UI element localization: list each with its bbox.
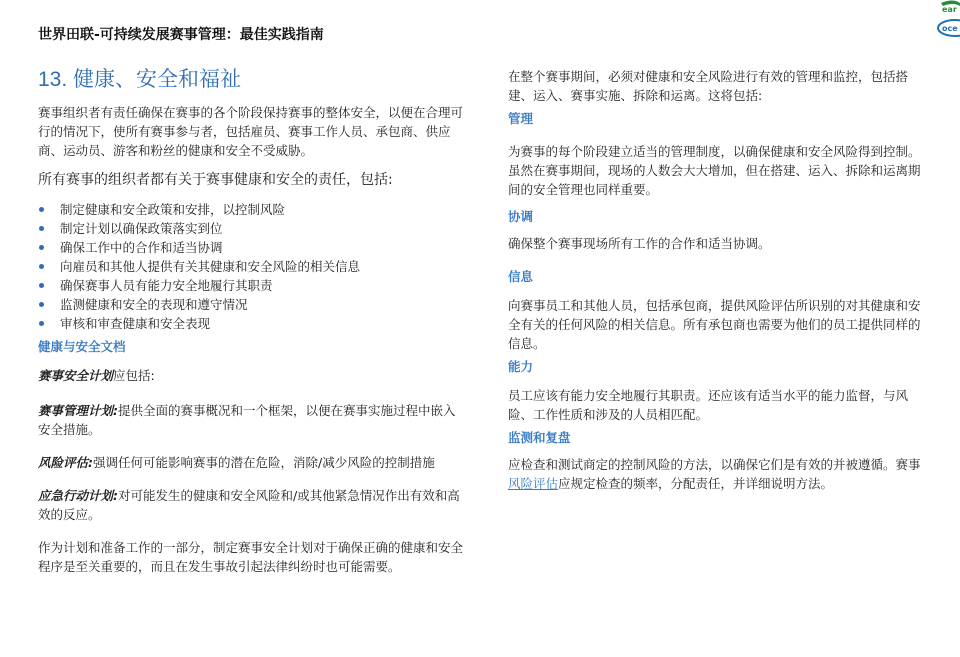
bullet-icon [39, 245, 44, 250]
list-item-text: 向雇员和其他人提供有关其健康和安全风险的相关信息 [60, 259, 361, 274]
term-event-safety-plan: 赛事安全计划 [38, 368, 114, 383]
event-management-plan-paragraph [38, 401, 463, 439]
document-title: 世界田联-可持续发展赛事管理：最佳实践指南 [38, 27, 324, 43]
subheading-coordination: 协调 [508, 209, 534, 224]
logo-text-top: ear [942, 5, 957, 14]
competence-paragraph: 员工应该有能力安全地履行其职责。还应该有适当水平的能力监督，与风险、工作性质和涉及的人员相匹配。 [508, 388, 909, 422]
docs-subheading: 健康与安全文档 [38, 339, 126, 354]
information-paragraph: 向赛事员工和其他人员，包括承包商，提供风险评估所识别的对其健康和安全有关的任何风险的相关信息。所有承包商也需要为他们的员工提供同样的信息。 [508, 298, 921, 351]
logo-text-bottom: oce [942, 24, 958, 33]
subheading-management: 管理 [508, 111, 534, 126]
term-risk-assessment: 风险评估: [38, 455, 93, 470]
bullet-icon [39, 226, 44, 231]
subheading-competence: 能力 [508, 359, 534, 374]
term-event-management-plan: 赛事管理计划: [38, 403, 118, 418]
risk-assessment-paragraph [38, 453, 463, 472]
monitoring-text-1: 应检查和测试商定的控制风险的方法，以确保它们是有效的并被遵循。赛事 [508, 457, 921, 472]
list-item [38, 200, 463, 219]
event-safety-plan-line [38, 366, 463, 385]
right-column [508, 67, 928, 493]
bullet-icon [39, 302, 44, 307]
subheading-monitoring: 监测和复盘 [508, 430, 571, 445]
section-heading: 13. 健康、安全和福祉 [38, 68, 242, 91]
list-item [38, 276, 463, 295]
list-item [38, 314, 463, 333]
brand-logo [933, 0, 960, 40]
responsibilities-list [38, 200, 463, 333]
list-item-text: 制定健康和安全政策和安排，以控制风险 [60, 202, 286, 217]
bullet-icon [39, 207, 44, 212]
event-safety-plan-rest: 应包括: [113, 368, 155, 383]
risk-assessment-link[interactable]: 风险评估 [508, 476, 559, 491]
list-item [38, 257, 463, 276]
intro-paragraph: 赛事组织者有责任确保在赛事的各个阶段保持赛事的整体安全，以便在合理可行的情况下，使所有赛事参与者，包括雇员、赛事工作人员、承包商、供应商、运动员、游客和粉丝的健康和安全不受威胁。 [38, 105, 464, 158]
list-item [38, 219, 463, 238]
list-item [38, 295, 463, 314]
term-emergency-plan: 应急行动计划: [38, 488, 118, 503]
monitoring-text-2: 应规定检查的频率，分配责任，并详细说明方法。 [558, 476, 834, 491]
right-intro-paragraph: 在整个赛事期间，必须对健康和安全风险进行有效的管理和监控，包括搭建、运入、赛事实施、拆除和运离。这将包括: [508, 69, 909, 103]
list-item-text: 审核和审查健康和安全表现 [60, 316, 211, 331]
bullet-icon [39, 264, 44, 269]
emergency-plan-text: 对可能发生的健康和安全风险和/或其他紧急情况作出有效和高效的反应。 [38, 488, 460, 522]
event-management-plan-text: 提供全面的赛事概况和一个框架，以便在赛事实施过程中嵌入安全措施。 [38, 403, 456, 437]
left-column [38, 67, 463, 576]
list-item [38, 238, 463, 257]
list-item-text: 制定计划以确保政策落实到位 [60, 221, 223, 236]
management-paragraph: 为赛事的每个阶段建立适当的管理制度，以确保健康和安全风险得到控制。虽然在赛事期间，现场的人数会大大增加，但在搭建、运入、拆除和运离期间的安全管理也同样重要。 [508, 144, 921, 197]
emergency-plan-paragraph [38, 486, 463, 524]
risk-assessment-text: 强调任何可能影响赛事的潜在危险，消除/减少风险的控制措施 [93, 455, 435, 470]
list-item-text: 确保赛事人员有能力安全地履行其职责 [60, 278, 273, 293]
coordination-paragraph: 确保整个赛事现场所有工作的合作和适当协调。 [508, 236, 771, 251]
monitoring-paragraph [508, 455, 928, 493]
bullet-icon [39, 321, 44, 326]
subheading-information: 信息 [508, 269, 534, 284]
list-item-text: 确保工作中的合作和适当协调 [60, 240, 223, 255]
list-item-text: 监测健康和安全的表现和遵守情况 [60, 297, 248, 312]
bullet-icon [39, 283, 44, 288]
responsibilities-lead: 所有赛事的组织者都有关于赛事健康和安全的责任，包括: [38, 172, 393, 188]
closing-paragraph: 作为计划和准备工作的一部分，制定赛事安全计划对于确保正确的健康和安全程序是至关重要的，而且在发生事故引起法律纠纷时也可能需要。 [38, 540, 464, 574]
